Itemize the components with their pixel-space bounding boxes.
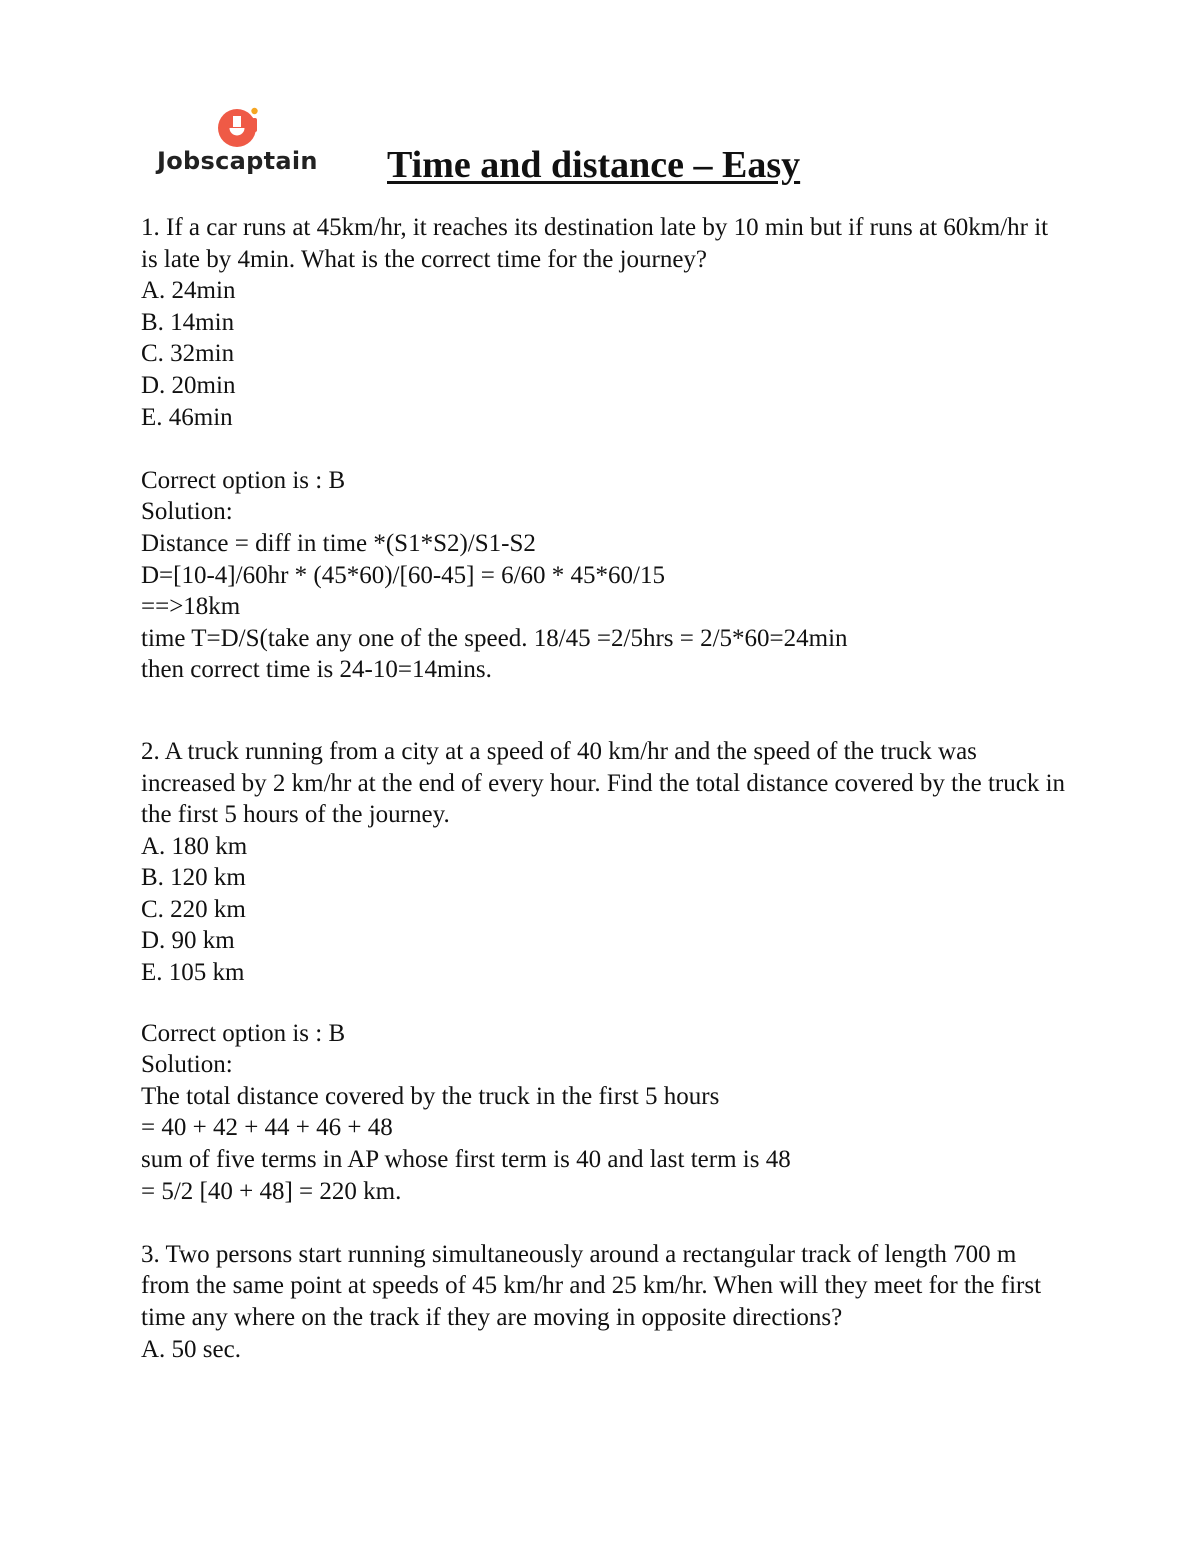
solution-line: = 5/2 [40 + 48] = 220 km. (141, 1177, 402, 1205)
solution-line: D=[10-4]/60hr * (45*60)/[60-45] = 6/60 * 45*60/15 (141, 561, 665, 589)
option-d: D. 20min (141, 371, 236, 399)
solution-line: = 40 + 42 + 44 + 46 + 48 (141, 1114, 393, 1142)
question-3-text: 3. Two persons start running simultaneously around a rectangular track of length 700 m from the same point at speeds of 45 km/hr and 25 km/hr. When will they meet for the first time any where on the track if they are moving in opposite directions? (141, 1240, 1042, 1331)
question-2-text: 2. A truck running from a city at a speed of 40 km/hr and the speed of the truck was increased by 2 km/hr at the end of every hour. Find the total distance covered by the truck in the first 5 hours of the journey. (141, 737, 1066, 829)
correct-option: Correct option is : B (141, 1019, 346, 1047)
option-d: D. 90 km (141, 927, 235, 955)
logo-text: Jobscaptain (157, 147, 318, 175)
option-b: B. 14min (141, 308, 235, 336)
page-title: Time and distance – Easy (387, 144, 801, 186)
option-e: E. 105 km (141, 959, 245, 987)
solution-line: The total distance covered by the truck in the first 5 hours (141, 1082, 720, 1110)
option-a: A. 24min (141, 277, 236, 305)
option-e: E. 46min (141, 403, 233, 431)
solution-label: Solution: (141, 1051, 233, 1079)
solution-line: sum of five terms in AP whose first term is 40 and last term is 48 (141, 1146, 791, 1174)
correct-option: Correct option is : B (141, 466, 346, 494)
solution-line: Distance = diff in time *(S1*S2)/S1-S2 (141, 529, 536, 557)
option-b: B. 120 km (141, 864, 246, 892)
solution-line: time T=D/S(take any one of the speed. 18/45 =2/5hrs = 2/5*60=24min (141, 624, 848, 652)
question-1-text: 1. If a car runs at 45km/hr, it reaches its destination late by 10 min but if runs at 60km/hr it is late by 4min. What is the correct time for the journey? (141, 214, 1049, 273)
option-c: C. 220 km (141, 895, 246, 923)
solution-label: Solution: (141, 498, 233, 526)
option-a: A. 180 km (141, 832, 248, 860)
document-body (141, 212, 1071, 1365)
jobscaptain-logo-icon (217, 104, 265, 152)
solution-line: ==>18km (141, 593, 241, 621)
jobscaptain-logo (157, 104, 327, 184)
option-a: A. 50 sec. (141, 1335, 241, 1363)
solution-line: then correct time is 24-10=14mins. (141, 656, 492, 684)
option-c: C. 32min (141, 340, 235, 368)
